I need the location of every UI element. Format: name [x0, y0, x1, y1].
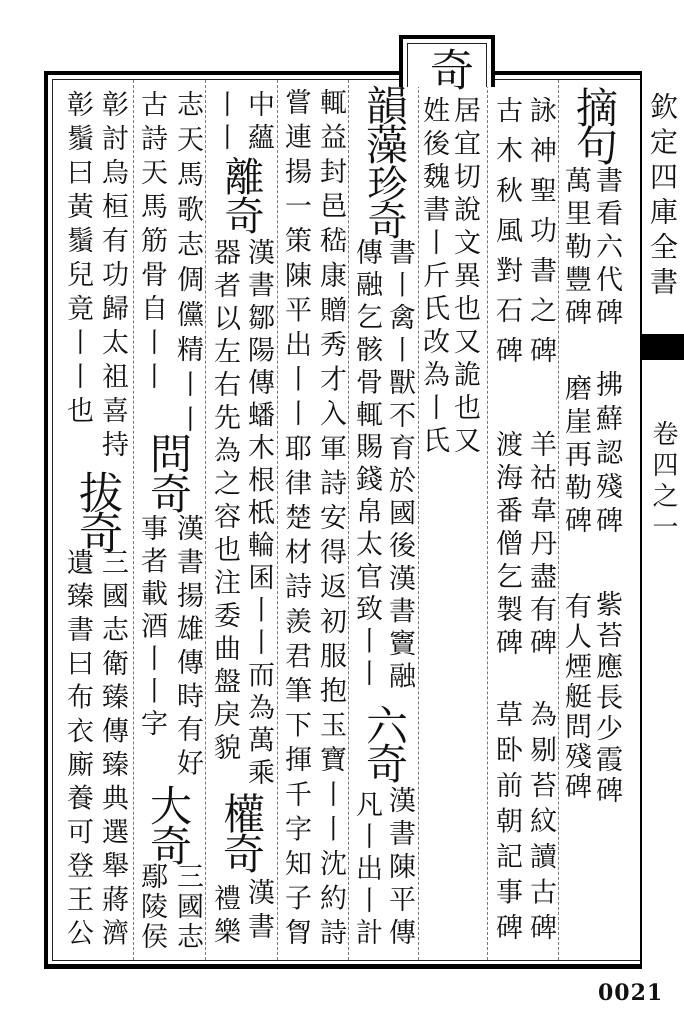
definition-line: 姓後魏書丨斤氏改為丨氏 [418, 96, 449, 459]
annotation-line: 拂蘚認殘碑 [591, 370, 622, 540]
annotation-line: 漢書 [243, 878, 274, 946]
entry-term: 權奇 [217, 792, 266, 872]
annotation-line: 詠神聖功書之碑 [525, 96, 556, 376]
entry-term: 離奇 [218, 156, 264, 234]
annotation-line: 彰鬚曰黃鬚兒竟丨丨也 [62, 90, 93, 430]
column-rule [277, 80, 278, 960]
column-rule [487, 80, 488, 960]
annotation-line: 草卧前朝記事碑 [491, 700, 522, 949]
annotation-line: 凡丨出丨計 [351, 790, 382, 950]
annotation-line: 禮樂 [209, 884, 240, 950]
annotation-line: 為剔苔紋讀古碑 [525, 700, 556, 949]
annotation-line: 遺臻書曰布衣廝養可登王公 [62, 548, 93, 953]
annotation-line: 古木秋風對石碑 [491, 96, 522, 376]
annotation-line: 漢書揚雄傳時有好 [172, 514, 203, 782]
annotation-line: 漢書鄒陽傳蟠木根柢輪囷丨丨而為萬乘 [243, 238, 274, 791]
annotation-line: 古詩天馬筋骨自丨丨 [136, 90, 167, 396]
column-rule [205, 80, 206, 960]
entry-term: 大奇 [144, 784, 193, 864]
annotation-line: 傳融乞骸骨輒賜錢帛太官致丨丨 [351, 238, 382, 692]
annotation-line: 漢書陳平傳 [384, 786, 415, 951]
section-label: 韻藻 [360, 84, 409, 162]
entry-term: 摘句 [570, 86, 619, 162]
annotation-line: 嘗連揚一策陳平出丨丨耶律楚材詩羨君筆下揮千字知子胷 [280, 88, 311, 953]
annotation-line: 器者以左右先為之容也注委曲盤戾貌 [209, 238, 240, 766]
annotation-line: 輒益封邑嵇康贈秀才入軍詩安得返初服抱玉寶丨丨沈約詩 [315, 88, 346, 953]
annotation-line: 中蘊 [243, 90, 274, 156]
fishtail-mark [641, 334, 684, 360]
annotation-line: 羊祜韋丹盡有碑 [525, 430, 556, 661]
entry-term: 問奇 [144, 432, 193, 512]
annotation-line: 書丨禽丨獸不育於國後漢書竇融 [384, 238, 415, 695]
entry-term: 拔奇 [71, 470, 122, 550]
annotation-line: 三國志衛臻傳臻典選舉蔣濟 [97, 548, 128, 953]
page-number: 0021 [598, 980, 664, 1006]
definition-line: 居宜切說文異也又詭也又 [449, 96, 480, 459]
column-rule [348, 80, 349, 960]
column-rule [133, 80, 134, 960]
volume-label: 卷四之一 [648, 420, 678, 544]
column-rule [558, 80, 559, 960]
annotation-line: 磨崖再勒碑 [560, 374, 591, 539]
annotation-line: 有人煙艇問殘碑 [560, 592, 591, 802]
annotation-line: 志天馬歌志倜儻精丨丨 [172, 90, 203, 440]
annotation-line: 丨丨 [209, 90, 240, 156]
annotation-line: 渡海番僧乞製碑 [491, 430, 522, 661]
annotation-line: 紫苔應長少霞碑 [591, 590, 622, 807]
annotation-line: 鄢陵侯 [136, 862, 167, 952]
annotation-line: 萬里勒豐碑 [560, 166, 591, 331]
page-number-clip [598, 980, 664, 1006]
annotation-line: 書看六代碑 [591, 166, 622, 331]
book-title: 欽定四庫全書 [646, 92, 679, 302]
head-character: 奇 [422, 47, 473, 91]
entry-term: 珍奇 [361, 164, 407, 236]
annotation-line: 事者載酒丨丨字 [136, 514, 167, 742]
annotation-line: 彰討烏桓有功歸太祖喜持 [97, 90, 128, 464]
annotation-line: 三國志 [172, 862, 203, 952]
entry-term: 六奇 [360, 704, 409, 780]
